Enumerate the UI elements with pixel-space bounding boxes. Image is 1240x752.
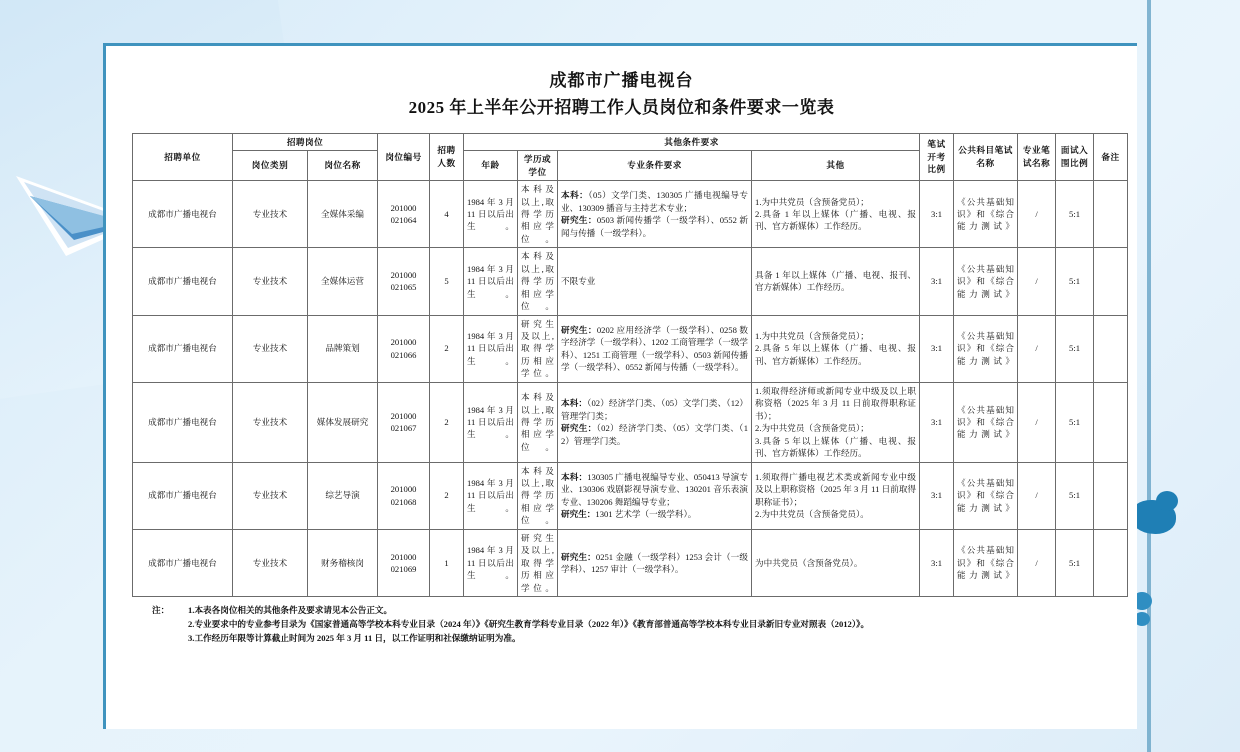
code-line1: 201000: [390, 484, 417, 495]
major-text-1: 不限专业: [561, 276, 596, 287]
major-label-1: 本科：: [561, 398, 588, 409]
cell-other: [752, 462, 920, 529]
cell-major: [558, 181, 752, 248]
code-line2: 021069: [390, 563, 417, 574]
cell-other: [752, 382, 920, 462]
recruitment-table: [132, 133, 1128, 597]
cell-unit: 成都市广播电视台: [133, 462, 233, 529]
cell-education: 研究生及以上,取得学历相应学位。: [518, 315, 558, 382]
cell-unit: 成都市广播电视台: [133, 248, 233, 315]
footnote-3: [188, 632, 1114, 646]
code-line2: 021064: [390, 215, 417, 226]
footnote-1-text: 1.本表各岗位相关的其他条件及要求请见本公告正文。: [188, 605, 393, 616]
cell-name: 品牌策划: [308, 315, 378, 382]
cell-interview_ratio: 5:1: [1056, 382, 1094, 462]
cell-public_subject: 《公共基础知识》和《综合能力测试》: [954, 315, 1018, 382]
code-line1: 201000: [390, 269, 417, 280]
cell-major: [558, 382, 752, 462]
cell-count: 2: [430, 315, 464, 382]
document-title-line1: 成都市广播电视台: [549, 71, 694, 90]
header-job-kind: 岗位类别: [233, 151, 308, 181]
header-major-exam: 专业笔试名称: [1018, 133, 1056, 180]
cell-count: 2: [430, 462, 464, 529]
cell-age: 1984 年 3 月 11 日以后出生。: [464, 529, 518, 596]
footnotes: [132, 604, 1114, 646]
footnote-3-text: 3.工作经历年限等计算截止时间为 2025 年 3 月 11 日，以工作证明和社保缴纳证明为准。: [188, 632, 521, 643]
major-label-2: 研究生：: [561, 509, 596, 520]
cell-education: 本科及以上,取得学历相应学位。: [518, 382, 558, 462]
cell-count: 4: [430, 181, 464, 248]
cell-interview_ratio: 5:1: [1056, 248, 1094, 315]
cell-code: [378, 529, 430, 596]
code-line2: 021067: [390, 423, 417, 434]
cell-remark: [1094, 181, 1128, 248]
code-line1: 201000: [390, 551, 417, 562]
cell-major_exam: /: [1018, 529, 1056, 596]
major-text-1: （02）经济学门类、（05）文学门类、（12）管理学门类；: [561, 398, 749, 421]
other-line: 1.须取得广播电视艺术类或新闻专业中级及以上职称资格（2025 年 3 月 11 日前取得职称证书）；: [755, 471, 917, 507]
cell-major_exam: /: [1018, 382, 1056, 462]
cell-remark: [1094, 315, 1128, 382]
major-label-1: 研究生：: [561, 551, 596, 562]
cell-count: 2: [430, 382, 464, 462]
cell-interview_ratio: 5:1: [1056, 529, 1094, 596]
footnote-1: [152, 604, 1114, 618]
code-line1: 201000: [390, 337, 417, 348]
major-text-2: 1301 艺术学（一级学科）。: [595, 509, 697, 520]
cell-major: [558, 462, 752, 529]
cell-count: 1: [430, 529, 464, 596]
code-line1: 201000: [390, 410, 417, 421]
cell-education: 本科及以上,取得学历相应学位。: [518, 181, 558, 248]
cell-education: 本科及以上,取得学历相应学位。: [518, 248, 558, 315]
cell-public_subject: 《公共基础知识》和《综合能力测试》: [954, 382, 1018, 462]
header-public-subject: 公共科目笔试名称: [954, 133, 1018, 180]
document-sheet: [103, 43, 1137, 729]
cell-name: 全媒体采编: [308, 181, 378, 248]
cell-written_ratio: 3:1: [920, 382, 954, 462]
cell-kind: 专业技术: [233, 529, 308, 596]
cell-kind: 专业技术: [233, 462, 308, 529]
cell-name: 综艺导演: [308, 462, 378, 529]
other-line: 具备 1 年以上媒体（广播、电视、报刊、官方新媒体）工作经历。: [755, 269, 917, 293]
cell-count: 5: [430, 248, 464, 315]
cell-written_ratio: 3:1: [920, 529, 954, 596]
cell-age: 1984 年 3 月 11 日以后出生。: [464, 315, 518, 382]
header-job-code: 岗位编号: [378, 133, 430, 180]
cell-public_subject: 《公共基础知识》和《综合能力测试》: [954, 462, 1018, 529]
cell-name: 财务稽核岗: [308, 529, 378, 596]
cell-written_ratio: 3:1: [920, 181, 954, 248]
cell-interview_ratio: 5:1: [1056, 181, 1094, 248]
other-line: 为中共党员（含预备党员）。: [755, 557, 863, 568]
cell-remark: [1094, 382, 1128, 462]
major-text-2: 0503 新闻传播学（一级学科）、0552 新闻与传播（一级学科）。: [561, 215, 749, 238]
right-accent-line: [1147, 0, 1151, 752]
header-job-group: 招聘岗位: [233, 133, 378, 150]
cell-public_subject: 《公共基础知识》和《综合能力测试》: [954, 181, 1018, 248]
major-text-1: （05）文学门类、130305 广播电视编导专业、130309 播音与主持艺术专业；: [561, 190, 749, 213]
cell-public_subject: 《公共基础知识》和《综合能力测试》: [954, 529, 1018, 596]
cell-education: 本科及以上,取得学历相应学位。: [518, 462, 558, 529]
footnote-2-text: 2.专业要求中的专业参考目录为《国家普通高等学校本科专业目录（2024 年）》《研究生教育学科专业目录（2022 年）》《教育部普通高等学校本科专业目录新旧专业对照表（2012）》。: [188, 619, 870, 630]
other-line: 2.具备 1 年以上媒体（广播、电视、报刊、官方新媒体）工作经历。: [755, 208, 917, 232]
cell-unit: 成都市广播电视台: [133, 181, 233, 248]
code-line2: 021066: [390, 349, 417, 360]
cell-major: [558, 529, 752, 596]
code-line1: 201000: [390, 202, 417, 213]
cell-kind: 专业技术: [233, 248, 308, 315]
cell-other: [752, 181, 920, 248]
cell-public_subject: 《公共基础知识》和《综合能力测试》: [954, 248, 1018, 315]
header-unit: 招聘单位: [133, 133, 233, 180]
document-title-line2: 2025 年上半年公开招聘工作人员岗位和条件要求一览表: [408, 97, 835, 117]
other-line: 1.须取得经济师或新闻专业中级及以上职称资格（2025 年 3 月 11 日前取得职称证书）；: [755, 385, 917, 421]
cell-code: [378, 382, 430, 462]
major-text-2: （02）经济学门类、（05）文学门类、（12）管理学门类。: [561, 423, 748, 446]
table-row: [133, 315, 1128, 382]
table-row: [133, 181, 1128, 248]
header-other: 其他: [752, 151, 920, 181]
cell-age: 1984 年 3 月 11 日以后出生。: [464, 181, 518, 248]
other-line: 1.为中共党员（含预备党员）；: [755, 196, 869, 207]
header-remark: 备注: [1094, 133, 1128, 180]
major-label-2: 研究生：: [561, 423, 597, 434]
cell-interview_ratio: 5:1: [1056, 315, 1094, 382]
footnote-label: 注：: [152, 605, 170, 616]
table-row: [133, 462, 1128, 529]
cell-kind: 专业技术: [233, 382, 308, 462]
header-age: 年龄: [464, 151, 518, 181]
table-body: [133, 181, 1128, 597]
cell-major_exam: /: [1018, 462, 1056, 529]
major-label-1: 本科：: [561, 190, 589, 201]
cell-remark: [1094, 529, 1128, 596]
cell-age: 1984 年 3 月 11 日以后出生。: [464, 382, 518, 462]
major-text-1: 0202 应用经济学（一级学科）、0258 数字经济学（一级学科）、1202 工商管理学（一级学科）、1251 工商管理（一级学科）、0503 新闻传播学（一级学科）、0552 新闻与传播（一级学科）。: [561, 324, 749, 373]
cell-other: [752, 248, 920, 315]
cell-unit: 成都市广播电视台: [133, 529, 233, 596]
header-interview-ratio: 面试入围比例: [1056, 133, 1094, 180]
cell-major: [558, 315, 752, 382]
footnote-2: [188, 618, 1114, 632]
other-line: 2.为中共党员（含预备党员）；: [755, 423, 869, 434]
cell-education: 研究生及以上,取得学历相应学位。: [518, 529, 558, 596]
cell-written_ratio: 3:1: [920, 462, 954, 529]
cell-code: [378, 181, 430, 248]
code-line2: 021065: [390, 282, 417, 293]
cell-code: [378, 248, 430, 315]
header-written-ratio: 笔试开考比例: [920, 133, 954, 180]
table-row: [133, 529, 1128, 596]
header-job-name: 岗位名称: [308, 151, 378, 181]
cell-age: 1984 年 3 月 11 日以后出生。: [464, 248, 518, 315]
header-headcount: 招聘人数: [430, 133, 464, 180]
cell-major_exam: /: [1018, 248, 1056, 315]
other-line: 1.为中共党员（含预备党员）；: [755, 331, 869, 342]
cell-unit: 成都市广播电视台: [133, 315, 233, 382]
cell-other: [752, 315, 920, 382]
other-line: 3.具备 5 年以上媒体（广播、电视、报刊、官方新媒体）工作经历。: [755, 435, 917, 459]
table-row: [133, 248, 1128, 315]
cell-kind: 专业技术: [233, 315, 308, 382]
cell-name: 媒体发展研究: [308, 382, 378, 462]
cell-interview_ratio: 5:1: [1056, 462, 1094, 529]
cell-code: [378, 315, 430, 382]
cell-major_exam: /: [1018, 315, 1056, 382]
major-text-1: 0251 金融（一级学科）1253 会计（一级学科）、1257 审计（一级学科）。: [561, 551, 748, 574]
header-other-conditions: 其他条件要求: [464, 133, 920, 150]
header-education: 学历或学位: [518, 151, 558, 181]
major-label-1: 本科：: [561, 471, 588, 482]
cell-age: 1984 年 3 月 11 日以后出生。: [464, 462, 518, 529]
header-major-requirement: 专业条件要求: [558, 151, 752, 181]
major-text-1: 130305 广播电视编导专业、050413 导演专业、130306 戏剧影视导演专业、130201 音乐表演专业、130206 舞蹈编导专业；: [561, 471, 749, 507]
major-label-1: 研究生：: [561, 324, 597, 335]
other-line: 2.具备 5 年以上媒体（广播、电视、报刊、官方新媒体）工作经历。: [755, 343, 917, 366]
cell-code: [378, 462, 430, 529]
cell-major: [558, 248, 752, 315]
cell-other: [752, 529, 920, 596]
cell-major_exam: /: [1018, 181, 1056, 248]
cell-written_ratio: 3:1: [920, 248, 954, 315]
cell-unit: 成都市广播电视台: [133, 382, 233, 462]
cell-written_ratio: 3:1: [920, 315, 954, 382]
cell-name: 全媒体运营: [308, 248, 378, 315]
cell-remark: [1094, 462, 1128, 529]
cell-remark: [1094, 248, 1128, 315]
major-label-2: 研究生：: [561, 215, 597, 226]
other-line: 2.为中共党员（含预备党员）。: [755, 509, 869, 520]
cell-kind: 专业技术: [233, 181, 308, 248]
table-row: [133, 382, 1128, 462]
code-line2: 021068: [390, 496, 417, 507]
table-header-row-1: [133, 133, 1128, 150]
